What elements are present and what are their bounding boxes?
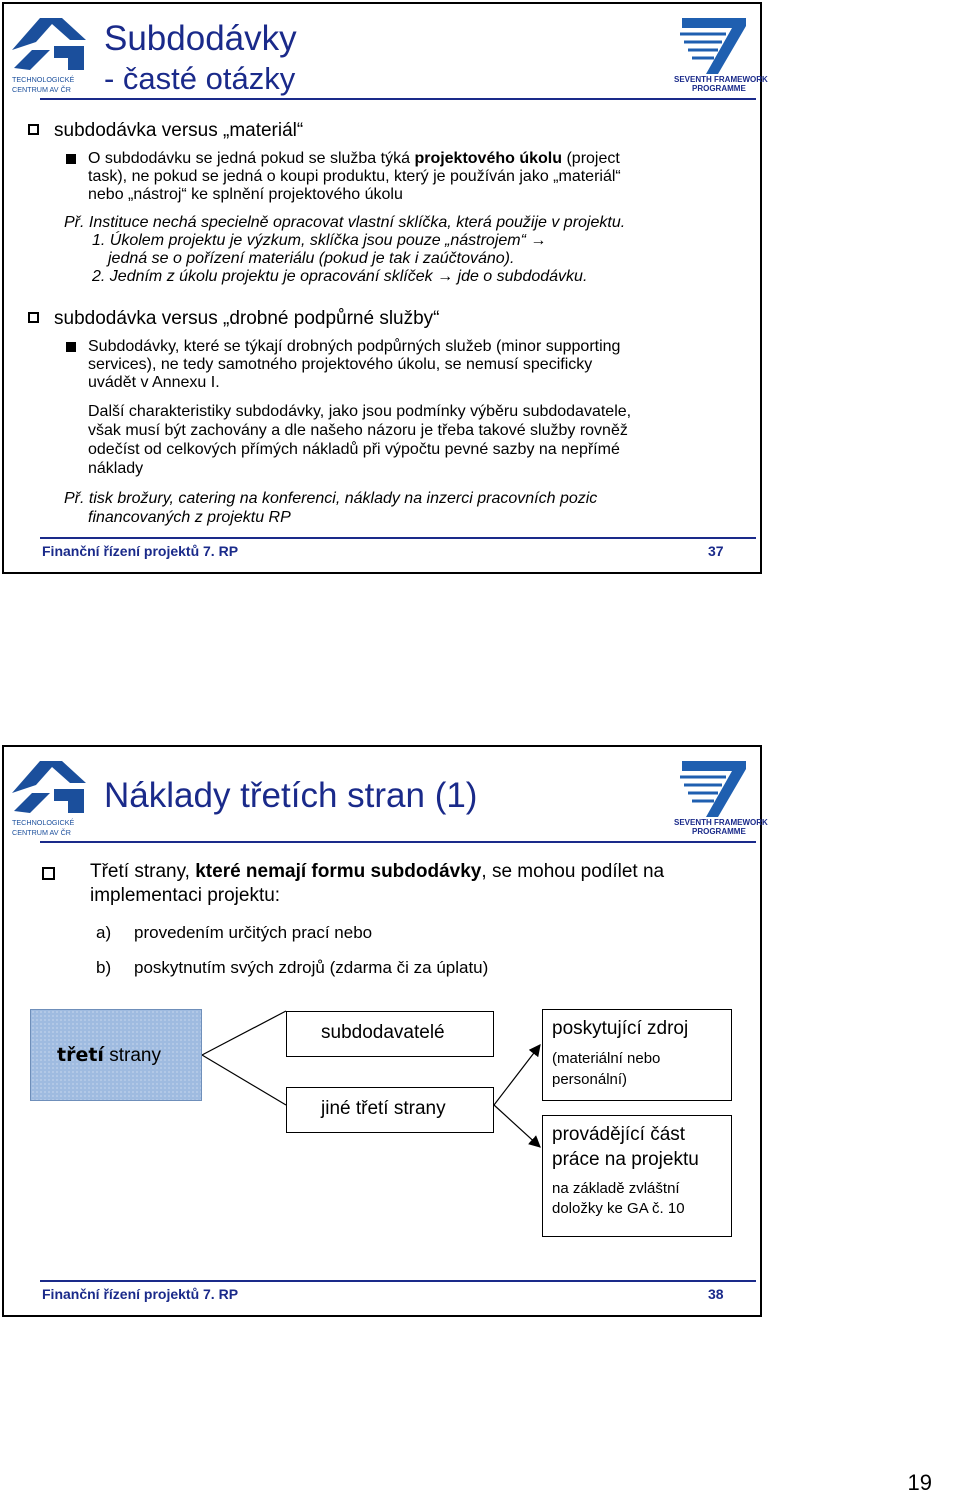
filled-square-bullet-icon — [66, 154, 76, 164]
slide-38 — [2, 745, 768, 1317]
bullet-material: subdodávka versus „materiál“ — [54, 120, 304, 141]
item-b-marker: b) — [96, 958, 112, 977]
bold-span: třetí — [57, 1044, 104, 1066]
project-work-sub2: doložky ke GA č. 10 — [552, 1200, 685, 1217]
slide-title-line2: - časté otázky — [104, 61, 296, 96]
example-1 — [64, 214, 625, 233]
bold-span: projektového úkolu — [414, 150, 563, 167]
third-parties-box — [30, 1009, 202, 1101]
other-third-parties-box — [286, 1087, 494, 1133]
example-1-item1b: jedná se o pořízení materiálu (pokud je tak i zaúčtováno). — [108, 250, 515, 267]
text-span: O subdodávku se jedná pokud se služba týká — [88, 150, 415, 167]
text-span: Třetí strany, — [90, 861, 196, 882]
subcontractors-box — [286, 1011, 494, 1057]
example-2-line1 — [64, 490, 597, 509]
technologicke-centrum-logo — [10, 10, 88, 96]
example-1-item1a: 1. Úkolem projektu je výzkum, sklíčka jsou pouze „nástrojem“ → — [92, 232, 547, 249]
resource-provider-sub1: (materiální nebo — [552, 1050, 661, 1067]
text-span: strany — [103, 1045, 161, 1066]
svg-text:PROGRAMME: PROGRAMME — [692, 84, 746, 93]
filled-square-bullet-icon — [66, 342, 76, 352]
sub-bullet-line3: nebo „nástroj“ ke splnění projektového úkolu — [88, 186, 403, 203]
sub-bullet-line2: task), ne pokud se jedná o koupi produktu, který je používán jako „materiál“ — [88, 168, 621, 185]
svg-text:CENTRUM AV ČR: CENTRUM AV ČR — [12, 828, 71, 837]
footer-title: Finanční řízení projektů 7. RP — [42, 543, 239, 559]
other-third-parties-label: jiné třetí strany — [321, 1098, 446, 1119]
title-separator — [40, 98, 756, 100]
example-prefix: Př — [64, 214, 80, 231]
example-prefix: Př — [64, 490, 80, 507]
svg-text:PROGRAMME: PROGRAMME — [692, 827, 746, 836]
text-span: , se mohou podílet na — [481, 861, 665, 882]
svg-text:TECHNOLOGICKÉ: TECHNOLOGICKÉ — [12, 75, 75, 84]
footer-title: Finanční řízení projektů 7. RP — [42, 1286, 239, 1302]
footer-separator — [40, 1280, 756, 1282]
svg-text:CENTRUM AV ČR: CENTRUM AV ČR — [12, 85, 71, 94]
para-line3: odečíst od celkových přímých nákladů při výpočtu pevné sazby na nepřímé — [88, 441, 620, 458]
svg-text:TECHNOLOGICKÉ: TECHNOLOGICKÉ — [12, 818, 75, 827]
footer-slide-number: 38 — [708, 1286, 724, 1302]
sub2-line1: Subdodávky, které se týkají drobných podpůrných služeb (minor supporting — [88, 338, 621, 355]
para-line4: náklady — [88, 460, 144, 477]
svg-text:SEVENTH FRAMEWORK: SEVENTH FRAMEWORK — [674, 75, 768, 84]
resource-provider-sub2: personální) — [552, 1071, 628, 1088]
item-b-text: poskytnutím svých zdrojů (zdarma či za úplatu) — [134, 958, 489, 977]
sub-bullet-line1 — [88, 150, 620, 169]
example-2-line2: financovaných z projektu RP — [88, 509, 291, 526]
slide-title: Náklady třetích stran (1) — [104, 776, 478, 815]
slide-title-line1: Subdodávky — [104, 19, 297, 58]
svg-text:SEVENTH FRAMEWORK: SEVENTH FRAMEWORK — [674, 818, 768, 827]
item-a-text: provedením určitých prací nebo — [134, 923, 373, 942]
sub2-line2: services), ne tedy samotného projektového úkolu, se nemusí specificky — [88, 356, 593, 373]
project-work-sub1: na základě zvláštní — [552, 1180, 680, 1197]
subcontractors-label: subdodavatelé — [321, 1022, 445, 1043]
bold-span: které nemají formu subdodávky — [195, 861, 482, 882]
text-span: (project — [562, 150, 620, 167]
footer-slide-number: 37 — [708, 543, 724, 559]
project-work-title1: provádějící část — [552, 1124, 686, 1145]
para-line1: Další charakteristiky subdodávky, jako jsou podmínky výběru subdodavatele, — [88, 403, 632, 420]
page-number: 19 — [907, 1470, 932, 1495]
example-text: . Instituce nechá specielně opracovat vlastní sklíčka, která použije v projektu. — [80, 214, 626, 231]
project-work-title2: práce na projektu — [552, 1149, 699, 1170]
item-a-marker: a) — [96, 923, 112, 942]
seventh-framework-logo — [670, 14, 768, 94]
project-work-box — [542, 1115, 732, 1237]
sub2-line3: uvádět v Annexu I. — [88, 374, 220, 391]
third-parties-box-label — [57, 1044, 161, 1067]
example-1-item2: 2. Jedním z úkolu projektu je opracování sklíček → jde o subdodávku. — [92, 268, 588, 285]
resource-provider-title: poskytující zdroj — [552, 1018, 689, 1039]
hollow-square-bullet-icon — [28, 312, 39, 323]
example-text: . tisk brožury, catering na konferenci, náklady na inzerci pracovních pozic — [80, 490, 598, 507]
slide-37 — [2, 2, 768, 574]
footer-separator — [40, 537, 756, 539]
bullet-support-services: subdodávka versus „drobné podpůrné služby“ — [54, 308, 440, 329]
resource-provider-box — [542, 1009, 732, 1101]
para-line2: však musí být zachovány a dle našeho názoru je třeba takové služby rovněž — [88, 422, 628, 439]
third-parties-bullet-line2: implementaci projektu: — [90, 885, 281, 906]
hollow-square-bullet-icon — [28, 124, 39, 135]
